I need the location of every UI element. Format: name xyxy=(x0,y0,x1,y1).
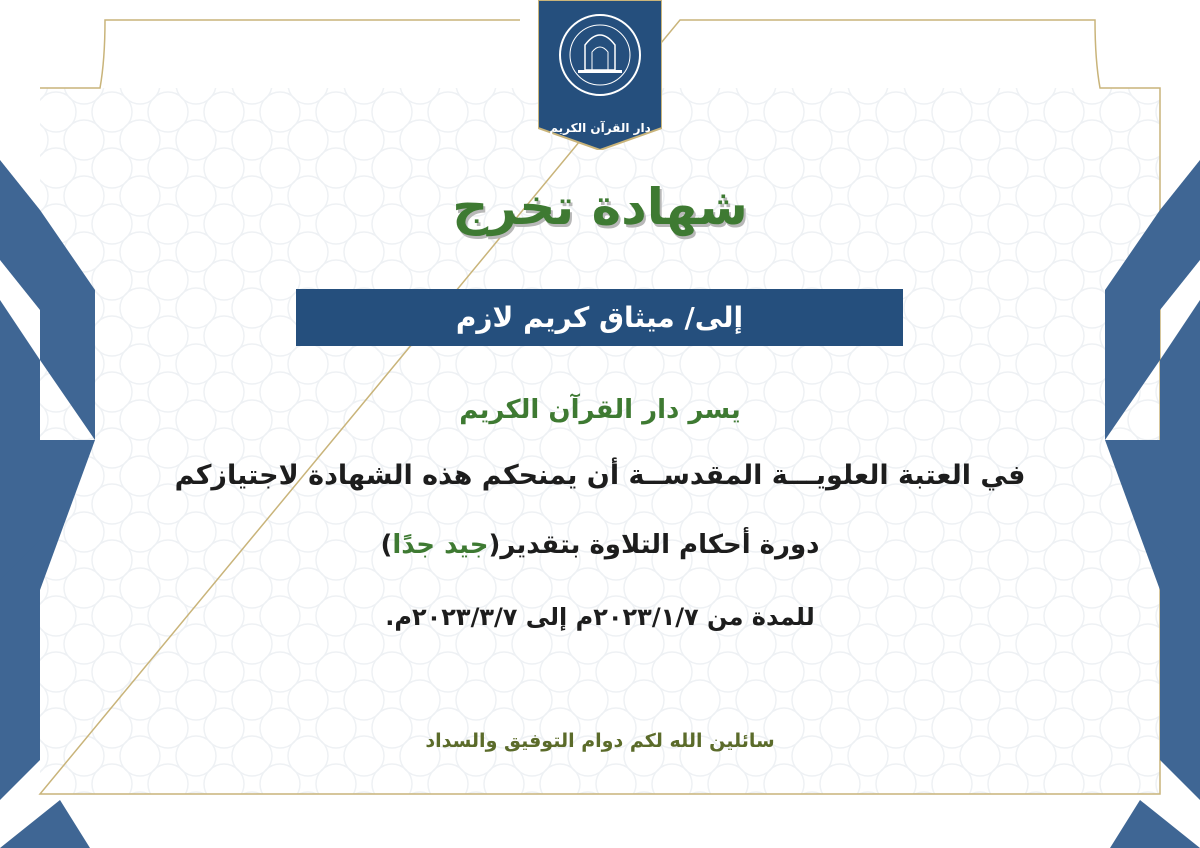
grade-text: جيد جدًا xyxy=(392,530,489,560)
course-text: دورة أحكام التلاوة بتقدير( xyxy=(488,530,820,560)
logo-bottom-text: دار القرآن الكريم xyxy=(549,121,651,135)
period-line: للمدة من ٢٠٢٣/١/٧م إلى ٢٠٢٣/٣/٧م. xyxy=(385,603,815,631)
closing-blessing: سائلين الله لكم دوام التوفيق والسداد xyxy=(425,730,775,752)
intro-line: يسر دار القرآن الكريم xyxy=(459,395,741,425)
course-line xyxy=(150,530,1050,560)
certificate-title: شهادة تخرج xyxy=(452,178,748,236)
institution-logo-badge xyxy=(538,0,662,150)
grant-line: في العتبة العلويـــة المقدســة أن يمنحكم هذه الشهادة لاجتيازكم xyxy=(174,460,1026,491)
course-close: ) xyxy=(380,530,393,560)
recipient-bar xyxy=(296,289,903,346)
recipient-name: إلى/ ميثاق كريم لازم xyxy=(455,301,744,334)
